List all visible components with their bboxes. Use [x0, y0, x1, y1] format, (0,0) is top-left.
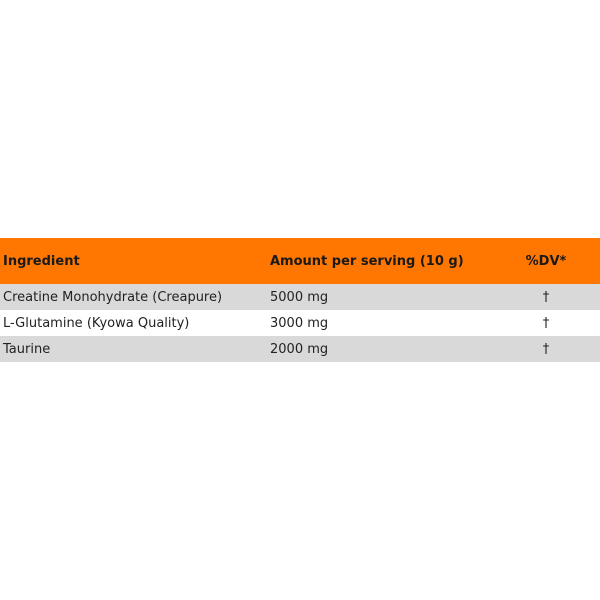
cell-amount: 5000 mg: [270, 289, 329, 305]
header-amount: Amount per serving (10 g): [270, 253, 464, 269]
table-row: [0, 284, 600, 310]
header-dv: %DV*: [525, 253, 567, 269]
header-ingredient: Ingredient: [3, 253, 80, 269]
cell-dv: †: [542, 341, 550, 357]
cell-dv: †: [542, 289, 550, 305]
cell-dv: †: [542, 315, 550, 331]
table-row: [0, 310, 600, 336]
cell-ingredient: L-Glutamine (Kyowa Quality): [3, 315, 190, 331]
cell-amount: 3000 mg: [270, 315, 329, 331]
table-header-row: [0, 238, 600, 284]
table-row: [0, 336, 600, 362]
supplement-facts-table: [0, 238, 600, 362]
cell-ingredient: Taurine: [3, 341, 51, 357]
cell-ingredient: Creatine Monohydrate (Creapure): [3, 289, 223, 305]
cell-amount: 2000 mg: [270, 341, 329, 357]
